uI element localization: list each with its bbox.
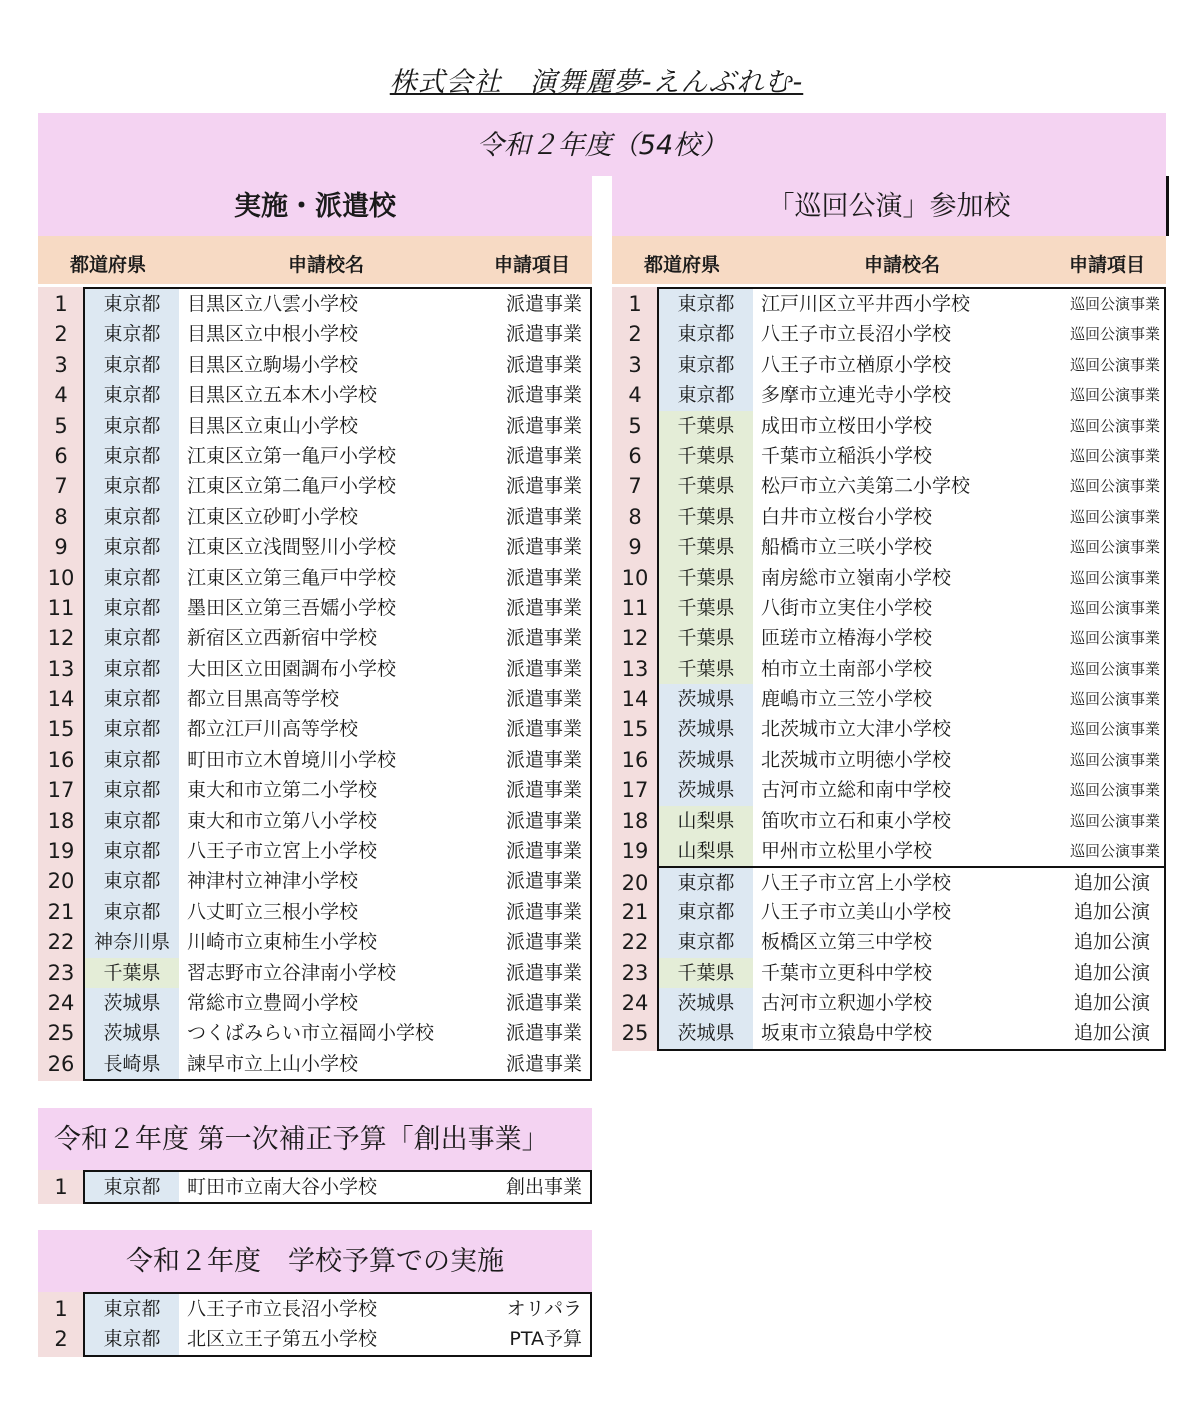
application-item-cell: 追加公演 — [1073, 900, 1150, 923]
prefecture-cell: 千葉県 — [659, 532, 753, 562]
table-row — [47, 988, 590, 1018]
table-row — [628, 441, 1164, 471]
application-item-cell: 巡回公演事業 — [1069, 325, 1160, 344]
row-number: 9 — [54, 535, 68, 560]
table-row — [47, 563, 590, 593]
application-item-cell: 巡回公演事業 — [1069, 416, 1160, 435]
creation-title: 令和２年度 第一次補正予算「創出事業」 — [38, 1108, 592, 1170]
tour-column-header — [612, 236, 1166, 284]
row-number: 4 — [54, 383, 68, 408]
row-number: 2 — [628, 322, 642, 347]
application-item-cell: PTA予算 — [509, 1328, 582, 1351]
school-name-cell: 江東区立砂町小学校 — [187, 505, 359, 528]
prefecture-cell: 東京都 — [85, 866, 179, 896]
prefecture-cell: 東京都 — [85, 775, 179, 805]
prefecture-cell: 長崎県 — [85, 1049, 179, 1079]
application-item-cell: 巡回公演事業 — [1069, 538, 1160, 557]
row-number: 24 — [621, 990, 649, 1015]
prefecture-cell: 東京都 — [85, 532, 179, 562]
school-name-cell: 八王子市立宮上小学校 — [187, 840, 378, 863]
row-number: 5 — [54, 413, 68, 438]
tour-title: 「巡回公演」参加校 — [612, 176, 1169, 236]
header-school: 申請校名 — [864, 254, 941, 276]
school-name-cell: 船橋市立三咲小学校 — [761, 536, 933, 559]
row-number: 6 — [54, 443, 68, 468]
row-number: 1 — [54, 292, 68, 316]
table-row — [47, 714, 590, 744]
prefecture-cell: 東京都 — [659, 380, 753, 410]
table-row — [628, 350, 1164, 380]
school-name-cell: 匝瑳市立椿海小学校 — [761, 627, 933, 650]
table-row — [621, 654, 1164, 684]
table-row — [54, 411, 590, 441]
school-name-cell: 目黒区立五本木小学校 — [187, 384, 378, 407]
school-name-cell: 都立江戸川高等学校 — [187, 718, 359, 741]
table-row — [54, 380, 590, 410]
table-row — [621, 593, 1164, 623]
prefecture-cell: 東京都 — [85, 806, 179, 836]
application-item-cell: 巡回公演事業 — [1069, 842, 1160, 861]
school-name-cell: 八街市立実住小学校 — [761, 596, 933, 619]
application-item-cell: 派遣事業 — [505, 870, 582, 893]
prefecture-cell: 茨城県 — [85, 988, 179, 1018]
prefecture-cell: 東京都 — [659, 289, 753, 319]
row-number: 17 — [621, 778, 649, 803]
table-row — [621, 563, 1164, 593]
row-number: 3 — [628, 352, 642, 377]
row-number: 20 — [621, 871, 649, 896]
table-row — [47, 593, 590, 623]
application-item-cell: 派遣事業 — [505, 779, 582, 802]
row-number: 12 — [47, 626, 75, 651]
header-item: 申請項目 — [494, 254, 571, 276]
application-item-cell: 派遣事業 — [505, 566, 582, 589]
school-name-cell: 北茨城市立明徳小学校 — [761, 748, 952, 771]
prefecture-cell: 東京都 — [659, 897, 753, 927]
prefecture-cell: 東京都 — [85, 593, 179, 623]
prefecture-cell: 東京都 — [85, 1324, 179, 1354]
school-name-cell: 古河市立総和南中学校 — [761, 779, 952, 802]
prefecture-cell: 千葉県 — [659, 502, 753, 532]
row-number: 15 — [47, 717, 75, 742]
table-row — [54, 1324, 590, 1354]
row-number: 13 — [47, 656, 75, 681]
application-item-cell: 派遣事業 — [505, 505, 582, 528]
table-row — [54, 289, 590, 319]
school-name-cell: 目黒区立八雲小学校 — [187, 293, 359, 315]
company-title: 株式会社 演舞麗夢-えんぶれむ- — [389, 67, 804, 98]
row-number: 11 — [47, 595, 75, 620]
table-row — [621, 866, 1164, 896]
row-number: 14 — [47, 687, 75, 712]
prefecture-cell: 東京都 — [659, 868, 753, 896]
table-row — [47, 775, 590, 805]
application-item-cell: 巡回公演事業 — [1069, 355, 1160, 374]
prefecture-cell: 千葉県 — [659, 411, 753, 441]
table-row — [621, 1018, 1164, 1048]
prefecture-cell: 東京都 — [85, 1294, 179, 1324]
row-number: 9 — [628, 535, 642, 560]
table-row — [47, 958, 590, 988]
school-name-cell: 神津村立神津小学校 — [187, 870, 359, 893]
table-row — [54, 1172, 590, 1202]
row-number: 22 — [47, 930, 75, 955]
prefecture-cell: 東京都 — [659, 319, 753, 349]
prefecture-cell: 千葉県 — [659, 593, 753, 623]
row-number: 4 — [628, 383, 642, 408]
table-body — [54, 1170, 592, 1204]
row-number: 21 — [47, 899, 75, 924]
row-number: 20 — [47, 869, 75, 894]
row-number: 25 — [621, 1021, 649, 1046]
application-item-cell: 巡回公演事業 — [1069, 295, 1160, 313]
prefecture-cell: 東京都 — [85, 471, 179, 501]
application-item-cell: 派遣事業 — [505, 1022, 582, 1045]
school-name-cell: 古河市立釈迦小学校 — [761, 991, 933, 1014]
table-row — [621, 988, 1164, 1018]
table-row — [47, 745, 590, 775]
school-name-cell: 習志野市立谷津南小学校 — [187, 961, 397, 984]
header-pref: 都道府県 — [644, 254, 721, 276]
application-item-cell: 巡回公演事業 — [1069, 477, 1160, 496]
school-name-cell: 鹿嶋市立三笠小学校 — [761, 688, 933, 711]
school-name-cell: 常総市立豊岡小学校 — [187, 991, 359, 1014]
application-item-cell: 追加公演 — [1073, 931, 1150, 954]
application-item-cell: 追加公演 — [1073, 991, 1150, 1014]
table-row — [621, 775, 1164, 805]
prefecture-cell: 千葉県 — [659, 563, 753, 593]
row-number: 1 — [54, 1175, 68, 1199]
prefecture-cell: 東京都 — [659, 350, 753, 380]
prefecture-cell: 東京都 — [85, 289, 179, 319]
application-item-cell: 巡回公演事業 — [1069, 811, 1160, 830]
row-number: 14 — [621, 687, 649, 712]
application-item-cell: 巡回公演事業 — [1069, 507, 1160, 526]
table-row — [47, 623, 590, 653]
application-item-cell: 巡回公演事業 — [1069, 750, 1160, 769]
school-name-cell: 墨田区立第三吾嬬小学校 — [187, 596, 397, 619]
application-item-cell: 派遣事業 — [505, 414, 582, 437]
row-number: 10 — [621, 565, 649, 590]
table-row — [628, 380, 1164, 410]
school-name-cell: 目黒区立中根小学校 — [187, 323, 359, 346]
prefecture-cell: 東京都 — [85, 623, 179, 653]
prefecture-cell: 千葉県 — [659, 471, 753, 501]
application-item-cell: 巡回公演事業 — [1069, 659, 1160, 678]
prefecture-cell: 茨城県 — [659, 1018, 753, 1048]
row-number: 24 — [47, 990, 75, 1015]
table-row — [621, 836, 1164, 866]
row-number: 6 — [628, 443, 642, 468]
school-budget-title: 令和２年度 学校予算での実施 — [38, 1230, 592, 1292]
prefecture-cell: 東京都 — [85, 563, 179, 593]
prefecture-cell: 東京都 — [85, 745, 179, 775]
prefecture-cell: 千葉県 — [659, 441, 753, 471]
table-row — [47, 897, 590, 927]
application-item-cell: 派遣事業 — [505, 596, 582, 619]
school-name-cell: 多摩市立連光寺小学校 — [761, 384, 952, 407]
prefecture-cell: 千葉県 — [659, 958, 753, 988]
table-row — [621, 745, 1164, 775]
row-number: 16 — [621, 747, 649, 772]
application-item-cell: 追加公演 — [1073, 1022, 1150, 1045]
school-name-cell: 成田市立桜田小学校 — [761, 414, 933, 437]
school-name-cell: 八王子市立長沼小学校 — [187, 1298, 378, 1320]
application-item-cell: オリパラ — [506, 1298, 582, 1320]
table-row — [54, 502, 590, 532]
prefecture-cell: 千葉県 — [85, 958, 179, 988]
school-name-cell: 江東区立第一亀戸小学校 — [187, 444, 397, 467]
table-body — [47, 287, 592, 1081]
row-number: 25 — [47, 1021, 75, 1046]
application-item-cell: 派遣事業 — [505, 1052, 582, 1075]
prefecture-cell: 茨城県 — [659, 714, 753, 744]
application-item-cell: 派遣事業 — [505, 931, 582, 954]
table-row — [621, 684, 1164, 714]
application-item-cell: 派遣事業 — [505, 353, 582, 376]
table-row — [54, 471, 590, 501]
table-row — [621, 714, 1164, 744]
school-name-cell: 坂東市立猿島中学校 — [761, 1022, 933, 1045]
application-item-cell: 派遣事業 — [505, 384, 582, 407]
school-name-cell: 東大和市立第二小学校 — [187, 779, 378, 802]
school-name-cell: つくばみらい市立福岡小学校 — [187, 1022, 435, 1045]
row-number: 23 — [621, 960, 649, 985]
school-name-cell: 江東区立浅間竪川小学校 — [187, 536, 397, 559]
prefecture-cell: 茨城県 — [659, 988, 753, 1018]
row-number: 23 — [47, 960, 75, 985]
prefecture-cell: 東京都 — [85, 319, 179, 349]
row-number: 12 — [621, 626, 649, 651]
row-number: 22 — [621, 930, 649, 955]
school-name-cell: 江東区立第二亀戸小学校 — [187, 475, 397, 498]
table-row — [47, 866, 590, 896]
prefecture-cell: 茨城県 — [85, 1018, 179, 1048]
school-name-cell: 甲州市立松里小学校 — [761, 840, 933, 863]
table-row — [47, 684, 590, 714]
prefecture-cell: 山梨県 — [659, 836, 753, 866]
prefecture-cell: 東京都 — [85, 897, 179, 927]
prefecture-cell: 東京都 — [85, 1172, 179, 1202]
prefecture-cell: 山梨県 — [659, 806, 753, 836]
application-item-cell: 派遣事業 — [505, 900, 582, 923]
application-item-cell: 巡回公演事業 — [1069, 598, 1160, 617]
row-number: 19 — [621, 839, 649, 864]
prefecture-cell: 千葉県 — [659, 623, 753, 653]
table-row — [47, 836, 590, 866]
table-row — [47, 927, 590, 957]
table-row — [621, 806, 1164, 836]
prefecture-cell: 東京都 — [85, 836, 179, 866]
table-row — [54, 319, 590, 349]
table-row — [628, 319, 1164, 349]
school-name-cell: 八王子市立楢原小学校 — [761, 353, 952, 376]
row-number: 2 — [54, 1327, 68, 1352]
table-row — [47, 654, 590, 684]
row-number: 26 — [47, 1051, 75, 1076]
table-row — [628, 411, 1164, 441]
application-item-cell: 派遣事業 — [505, 809, 582, 832]
table-row — [54, 441, 590, 471]
table-body — [621, 287, 1166, 1051]
prefecture-cell: 東京都 — [85, 441, 179, 471]
application-item-cell: 派遣事業 — [505, 536, 582, 559]
application-item-cell: 派遣事業 — [505, 323, 582, 346]
year-banner: 令和２年度（54校） — [38, 113, 1166, 176]
application-item-cell: 派遣事業 — [505, 748, 582, 771]
row-number: 21 — [621, 899, 649, 924]
dispatch-column-header — [38, 236, 592, 284]
row-number: 18 — [47, 808, 75, 833]
table-row — [47, 806, 590, 836]
school-name-cell: 八王子市立長沼小学校 — [761, 323, 952, 346]
table-row — [54, 532, 590, 562]
row-number: 8 — [628, 504, 642, 529]
prefecture-cell: 東京都 — [85, 714, 179, 744]
table-row — [628, 502, 1164, 532]
school-name-cell: 柏市立土南部小学校 — [761, 657, 933, 680]
school-name-cell: 江東区立第三亀戸中学校 — [187, 566, 397, 589]
prefecture-cell: 茨城県 — [659, 684, 753, 714]
row-number: 7 — [54, 474, 68, 499]
application-item-cell: 巡回公演事業 — [1069, 446, 1160, 465]
school-name-cell: 町田市立南大谷小学校 — [187, 1176, 378, 1198]
application-item-cell: 巡回公演事業 — [1069, 781, 1160, 800]
prefecture-cell: 千葉県 — [659, 654, 753, 684]
school-name-cell: 千葉市立稲浜小学校 — [761, 444, 933, 467]
row-number: 17 — [47, 778, 75, 803]
school-name-cell: 新宿区立西新宿中学校 — [187, 627, 378, 650]
school-name-cell: 南房総市立嶺南小学校 — [761, 566, 952, 589]
table-row — [621, 958, 1164, 988]
application-item-cell: 追加公演 — [1073, 961, 1150, 984]
school-name-cell: 白井市立桜台小学校 — [761, 505, 933, 528]
row-number: 1 — [628, 292, 642, 316]
school-name-cell: 川崎市立東柿生小学校 — [187, 931, 378, 954]
table-body — [54, 1292, 592, 1357]
row-number: 13 — [621, 656, 649, 681]
row-number: 15 — [621, 717, 649, 742]
school-name-cell: 八丈町立三根小学校 — [187, 900, 359, 923]
prefecture-cell: 東京都 — [85, 502, 179, 532]
school-name-cell: 江戸川区立平井西小学校 — [761, 293, 971, 315]
prefecture-cell: 茨城県 — [659, 775, 753, 805]
table-row — [47, 1049, 590, 1079]
application-item-cell: 派遣事業 — [505, 444, 582, 467]
row-number: 5 — [628, 413, 642, 438]
table-row — [621, 897, 1164, 927]
school-name-cell: 松戸市立六美第二小学校 — [761, 475, 971, 498]
application-item-cell: 巡回公演事業 — [1069, 386, 1160, 405]
row-number: 10 — [47, 565, 75, 590]
prefecture-cell: 東京都 — [85, 411, 179, 441]
application-item-cell: 巡回公演事業 — [1069, 568, 1160, 587]
table-row — [628, 289, 1164, 319]
row-number: 19 — [47, 839, 75, 864]
prefecture-cell: 東京都 — [85, 350, 179, 380]
school-name-cell: 目黒区立駒場小学校 — [187, 353, 359, 376]
row-number: 3 — [54, 352, 68, 377]
school-name-cell: 北茨城市立大津小学校 — [761, 718, 952, 741]
prefecture-cell: 神奈川県 — [85, 927, 179, 957]
application-item-cell: 派遣事業 — [505, 991, 582, 1014]
application-item-cell: 派遣事業 — [505, 627, 582, 650]
school-name-cell: 八王子市立美山小学校 — [761, 900, 952, 923]
school-name-cell: 北区立王子第五小学校 — [187, 1328, 378, 1351]
row-number: 11 — [621, 595, 649, 620]
prefecture-cell: 東京都 — [85, 654, 179, 684]
application-item-cell: 巡回公演事業 — [1069, 720, 1160, 739]
table-row — [628, 471, 1164, 501]
header-school: 申請校名 — [288, 254, 365, 276]
row-number: 2 — [54, 322, 68, 347]
header-pref: 都道府県 — [70, 254, 147, 276]
prefecture-cell: 東京都 — [659, 927, 753, 957]
school-name-cell: 板橋区立第三中学校 — [761, 931, 933, 954]
row-number: 8 — [54, 504, 68, 529]
application-item-cell: 追加公演 — [1073, 872, 1150, 895]
school-name-cell: 大田区立田園調布小学校 — [187, 657, 397, 680]
application-item-cell: 派遣事業 — [505, 840, 582, 863]
dispatch-title: 実施・派遣校 — [38, 176, 592, 236]
prefecture-cell: 茨城県 — [659, 745, 753, 775]
table-row — [621, 623, 1164, 653]
application-item-cell: 派遣事業 — [505, 657, 582, 680]
table-row — [47, 1018, 590, 1048]
application-item-cell: 派遣事業 — [505, 718, 582, 741]
row-number: 16 — [47, 747, 75, 772]
school-name-cell: 都立目黒高等学校 — [187, 688, 340, 711]
school-name-cell: 目黒区立東山小学校 — [187, 414, 359, 437]
row-number: 18 — [621, 808, 649, 833]
school-name-cell: 町田市立木曽境川小学校 — [187, 748, 397, 771]
prefecture-cell: 東京都 — [85, 684, 179, 714]
school-name-cell: 笛吹市立石和東小学校 — [761, 809, 952, 832]
table-row — [54, 1294, 590, 1324]
table-row — [628, 532, 1164, 562]
row-number: 7 — [628, 474, 642, 499]
application-item-cell: 創出事業 — [505, 1176, 582, 1198]
application-item-cell: 派遣事業 — [505, 961, 582, 984]
table-row — [54, 350, 590, 380]
header-item: 申請項目 — [1069, 254, 1146, 276]
school-name-cell: 諫早市立上山小学校 — [187, 1052, 359, 1075]
application-item-cell: 派遣事業 — [505, 475, 582, 498]
prefecture-cell: 東京都 — [85, 380, 179, 410]
application-item-cell: 派遣事業 — [505, 293, 582, 315]
school-name-cell: 東大和市立第八小学校 — [187, 809, 378, 832]
application-item-cell: 派遣事業 — [505, 688, 582, 711]
application-item-cell: 巡回公演事業 — [1069, 690, 1160, 709]
table-row — [621, 927, 1164, 957]
school-name-cell: 千葉市立更科中学校 — [761, 961, 933, 984]
row-number: 1 — [54, 1297, 68, 1321]
application-item-cell: 巡回公演事業 — [1069, 629, 1160, 648]
school-name-cell: 八王子市立宮上小学校 — [761, 872, 952, 895]
